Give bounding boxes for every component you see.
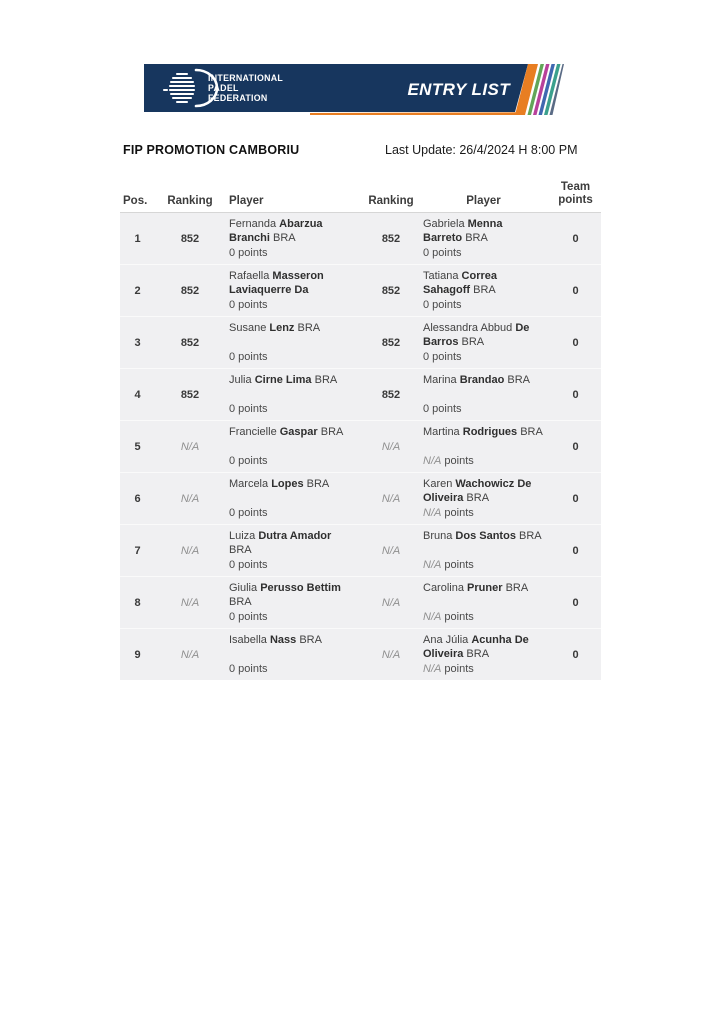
ranking-value: 852 xyxy=(381,232,401,245)
player-cell-left xyxy=(225,369,362,420)
ranking-cell-right xyxy=(362,525,420,576)
ranking-value: 852 xyxy=(381,336,401,349)
team-points-value: 0 xyxy=(572,596,579,609)
ranking-value: N/A xyxy=(180,596,200,609)
player-points: 0 points xyxy=(229,611,268,623)
ranking-value: 852 xyxy=(180,232,200,245)
player-points: 0 points xyxy=(423,299,462,311)
position-value: 2 xyxy=(134,284,141,297)
position-value: 4 xyxy=(134,388,141,401)
entry-list-banner xyxy=(144,63,564,119)
position-cell xyxy=(120,213,155,264)
player-cell-left xyxy=(225,421,362,472)
ranking-cell-right xyxy=(362,317,420,368)
team-points-cell xyxy=(550,525,601,576)
ranking-value: N/A xyxy=(180,492,200,505)
banner-orange-underline xyxy=(310,112,517,115)
ranking-value: 852 xyxy=(381,388,401,401)
table-row xyxy=(120,316,601,368)
ranking-cell-right xyxy=(362,473,420,524)
table-row xyxy=(120,576,601,628)
player-points: 0 points xyxy=(229,299,268,311)
player-cell-left xyxy=(225,265,362,316)
player-points: N/A points xyxy=(423,611,474,623)
team-points-cell xyxy=(550,213,601,264)
player-name: Carolina Pruner BRA xyxy=(423,582,529,594)
ranking-cell-left xyxy=(155,265,225,316)
player-cell-right xyxy=(420,629,550,680)
team-points-value: 0 xyxy=(572,544,579,557)
col-header-pos: Pos. xyxy=(123,195,148,207)
player-cell-right xyxy=(420,369,550,420)
team-points-value: 0 xyxy=(572,492,579,505)
ranking-cell-left xyxy=(155,629,225,680)
player-points: 0 points xyxy=(423,247,462,259)
ranking-value: N/A xyxy=(180,544,200,557)
ranking-cell-right xyxy=(362,421,420,472)
player-name: Isabella Nass BRA xyxy=(229,634,322,646)
position-cell xyxy=(120,525,155,576)
player-name: Ana Júlia Acunha De Oliveira BRA xyxy=(423,634,529,660)
player-points: 0 points xyxy=(229,455,268,467)
entry-list-title: ENTRY LIST xyxy=(407,80,510,99)
position-cell xyxy=(120,473,155,524)
player-cell-left xyxy=(225,317,362,368)
titlebar xyxy=(120,143,601,163)
player-points: 0 points xyxy=(229,559,268,571)
ranking-cell-right xyxy=(362,265,420,316)
col-header-player2: Player xyxy=(466,195,501,207)
ranking-cell-right xyxy=(362,369,420,420)
position-cell xyxy=(120,629,155,680)
position-value: 3 xyxy=(134,336,141,349)
position-value: 7 xyxy=(134,544,141,557)
position-cell xyxy=(120,577,155,628)
col-header-player1: Player xyxy=(229,195,264,207)
player-cell-left xyxy=(225,629,362,680)
team-points-value: 0 xyxy=(572,648,579,661)
table-row xyxy=(120,628,601,680)
ranking-value: 852 xyxy=(180,336,200,349)
entry-table xyxy=(120,181,601,680)
player-cell-right xyxy=(420,317,550,368)
position-value: 1 xyxy=(134,232,141,245)
player-points: 0 points xyxy=(229,351,268,363)
table-row xyxy=(120,472,601,524)
ranking-value: N/A xyxy=(381,544,401,557)
ranking-value: N/A xyxy=(381,440,401,453)
player-name: Susane Lenz BRA xyxy=(229,322,321,334)
ranking-value: 852 xyxy=(381,284,401,297)
player-cell-right xyxy=(420,265,550,316)
ranking-cell-right xyxy=(362,213,420,264)
position-cell xyxy=(120,317,155,368)
position-value: 5 xyxy=(134,440,141,453)
team-points-cell xyxy=(550,369,601,420)
player-name: Luiza Dutra Amador BRA xyxy=(229,530,332,556)
ranking-cell-right xyxy=(362,629,420,680)
ranking-cell-right xyxy=(362,577,420,628)
table-row xyxy=(120,524,601,576)
table-row xyxy=(120,420,601,472)
player-name: Gabriela Menna Barreto BRA xyxy=(423,218,503,244)
player-name: Bruna Dos Santos BRA xyxy=(423,530,542,542)
player-name: Martina Rodrigues BRA xyxy=(423,426,543,438)
ranking-cell-left xyxy=(155,317,225,368)
logo-text-line1: INTERNATIONAL xyxy=(208,73,284,83)
player-cell-left xyxy=(225,473,362,524)
position-value: 6 xyxy=(134,492,141,505)
table-row xyxy=(120,213,601,264)
player-name: Julia Cirne Lima BRA xyxy=(229,374,338,386)
player-points: 0 points xyxy=(229,507,268,519)
team-points-cell xyxy=(550,473,601,524)
ranking-value: 852 xyxy=(180,388,200,401)
team-points-cell xyxy=(550,629,601,680)
ranking-cell-left xyxy=(155,577,225,628)
player-name: Francielle Gaspar BRA xyxy=(229,426,344,438)
ranking-value: N/A xyxy=(381,492,401,505)
player-name: Marina Brandao BRA xyxy=(423,374,530,386)
player-name: Rafaella Masseron Laviaquerre Da xyxy=(229,270,324,296)
ranking-value: N/A xyxy=(180,440,200,453)
ranking-value: N/A xyxy=(381,596,401,609)
ranking-cell-left xyxy=(155,213,225,264)
player-cell-right xyxy=(420,577,550,628)
player-points: N/A points xyxy=(423,507,474,519)
table-header-row xyxy=(120,181,601,213)
team-points-value: 0 xyxy=(572,440,579,453)
player-points: 0 points xyxy=(423,403,462,415)
player-cell-left xyxy=(225,577,362,628)
player-cell-right xyxy=(420,473,550,524)
team-points-value: 0 xyxy=(572,388,579,401)
player-name: Giulia Perusso Bettim BRA xyxy=(229,582,341,608)
ranking-cell-left xyxy=(155,421,225,472)
team-points-cell xyxy=(550,265,601,316)
player-points: 0 points xyxy=(229,247,268,259)
col-header-team-points: Team points xyxy=(558,181,593,206)
player-name: Alessandra Abbud De Barros BRA xyxy=(423,322,530,348)
banner-graphic xyxy=(144,63,564,119)
player-cell-right xyxy=(420,525,550,576)
player-points: N/A points xyxy=(423,663,474,675)
table-row xyxy=(120,264,601,316)
team-points-cell xyxy=(550,421,601,472)
ranking-cell-left xyxy=(155,369,225,420)
player-name: Marcela Lopes BRA xyxy=(229,478,330,490)
ranking-value: 852 xyxy=(180,284,200,297)
player-points: N/A points xyxy=(423,455,474,467)
team-points-cell xyxy=(550,317,601,368)
position-cell xyxy=(120,421,155,472)
player-name: Fernanda Abarzua Branchi BRA xyxy=(229,218,323,244)
team-points-cell xyxy=(550,577,601,628)
ranking-value: N/A xyxy=(381,648,401,661)
player-name: Karen Wachowicz De Oliveira BRA xyxy=(423,478,532,504)
ranking-cell-left xyxy=(155,473,225,524)
team-points-value: 0 xyxy=(572,336,579,349)
player-cell-left xyxy=(225,525,362,576)
player-cell-left xyxy=(225,213,362,264)
table-row xyxy=(120,368,601,420)
last-update-text: Last Update: 26/4/2024 H 8:00 PM xyxy=(385,143,578,157)
tournament-title: FIP PROMOTION CAMBORIU xyxy=(123,143,300,157)
logo-text-line3: FEDERATION xyxy=(208,93,268,103)
team-points-value: 0 xyxy=(572,232,579,245)
col-header-ranking1: Ranking xyxy=(167,195,213,207)
player-cell-right xyxy=(420,213,550,264)
table-body xyxy=(120,213,601,680)
position-value: 8 xyxy=(134,596,141,609)
ranking-value: N/A xyxy=(180,648,200,661)
position-value: 9 xyxy=(134,648,141,661)
player-points: 0 points xyxy=(229,403,268,415)
player-cell-right xyxy=(420,421,550,472)
team-points-value: 0 xyxy=(572,284,579,297)
player-name: Tatiana Correa Sahagoff BRA xyxy=(423,270,498,296)
player-points: 0 points xyxy=(423,351,462,363)
position-cell xyxy=(120,265,155,316)
position-cell xyxy=(120,369,155,420)
ranking-cell-left xyxy=(155,525,225,576)
player-points: N/A points xyxy=(423,559,474,571)
player-points: 0 points xyxy=(229,663,268,675)
logo-text-line2: PADEL xyxy=(208,83,239,93)
col-header-ranking2: Ranking xyxy=(368,195,414,207)
